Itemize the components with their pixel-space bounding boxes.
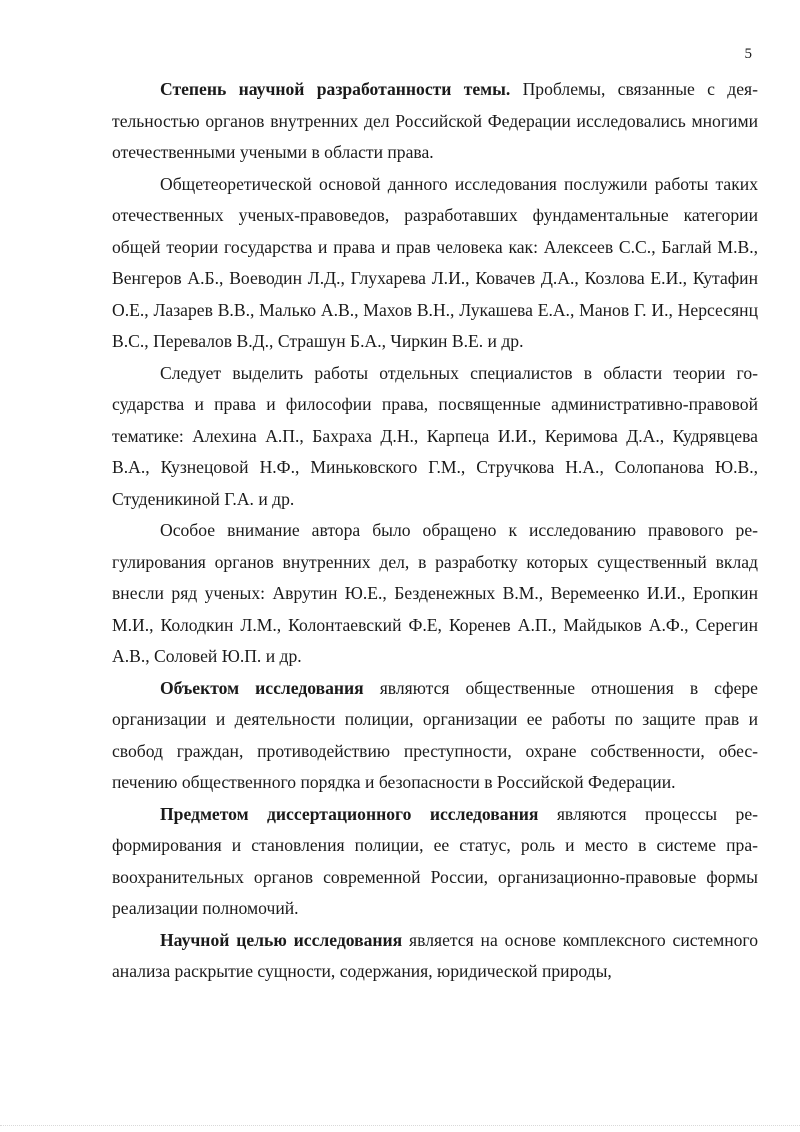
page-number: 5 <box>744 46 752 62</box>
document-body <box>112 74 758 988</box>
paragraph-text: является на основе комплексного системного анализа раскрытие сущности, содержания, юридической природы, <box>112 929 758 981</box>
paragraph-text: Особое внимание автора было обращено к исследованию правового регулирования органов внутренних дел, в разработку которых существенный вклад внесли ряд ученых: Аврутин Ю.Е., Безденежных В.М., Веремеенко И.И., Еропкин М.И., Колодкин Л.М., Колонтаевский Ф.Е, Коренев А.П., Майдыков А.Ф., Серегин А.В., Соловей Ю.П. и др. <box>112 520 758 666</box>
paragraph-lead: Степень научной разработанности темы. <box>160 79 511 99</box>
paragraph-lead: Научной целью исследования <box>160 929 403 950</box>
scan-edge <box>0 1125 800 1132</box>
paragraph-research-subject <box>112 799 758 925</box>
paragraph-text: Проблемы, связанные с деятельностью органов внутренних дел Российской Федерации исследовались многими отечественными учеными в области права. <box>112 79 758 162</box>
paragraph-text: Следует выделить работы отдельных специалистов в области теории государства и права и философии права, посвященные административно-правовой тематике: Алехина А.П., Бахраха Д.Н., Карпеца И.И., Керимова Д.А., Кудрявцева В.А., Кузнецовой Н.Ф., Миньковского Г.М., Стручкова Н.А., Солопанова Ю.В., Студеникиной Г.А. и др. <box>112 362 758 509</box>
paragraph-research-object <box>112 673 758 799</box>
paragraph-theoretical-basis <box>112 169 758 358</box>
paragraph-specialists <box>112 358 758 516</box>
paragraph-legal-regulation <box>112 515 758 673</box>
paragraph-text: Общетеоретической основой данного исследования послужили работы таких отечественных ученых-правоведов, разработавших фундаментальные категории общей теории государства и права и прав человека как: Алексеев С.С., Баглай М.В., Венгеров А.Б., Воеводин Л.Д., Глухарева Л.И., Ковачев Д.А., Козлова Е.И., Кутафин О.Е., Лазарев В.В., Малько А.В., Махов В.Н., Лукашева Е.А., Манов Г. И., Нерсесянц В.С., Перевалов В.Д., Страшун Б.А., Чиркин В.Е. и др. <box>112 173 758 351</box>
paragraph-lead: Предметом диссертационного исследования <box>160 803 539 824</box>
paragraph-text: являются процессы реформирования и становления полиции, ее статус, роль и место в системе правоохранительных органов современной России, организационно-правовые формы реализации полномочий. <box>112 803 759 918</box>
paragraph-text: являются общественные отношения в сфере организации и деятельности полиции, организации ее работы по защите прав и свобод граждан, противодействию преступности, охране собственности, обеспечению общественного порядка и безопасности в Российской Федерации. <box>112 677 758 792</box>
paragraph-research-development <box>112 74 758 169</box>
paragraph-lead: Объектом исследования <box>160 677 364 698</box>
paragraph-research-goal <box>112 925 758 988</box>
